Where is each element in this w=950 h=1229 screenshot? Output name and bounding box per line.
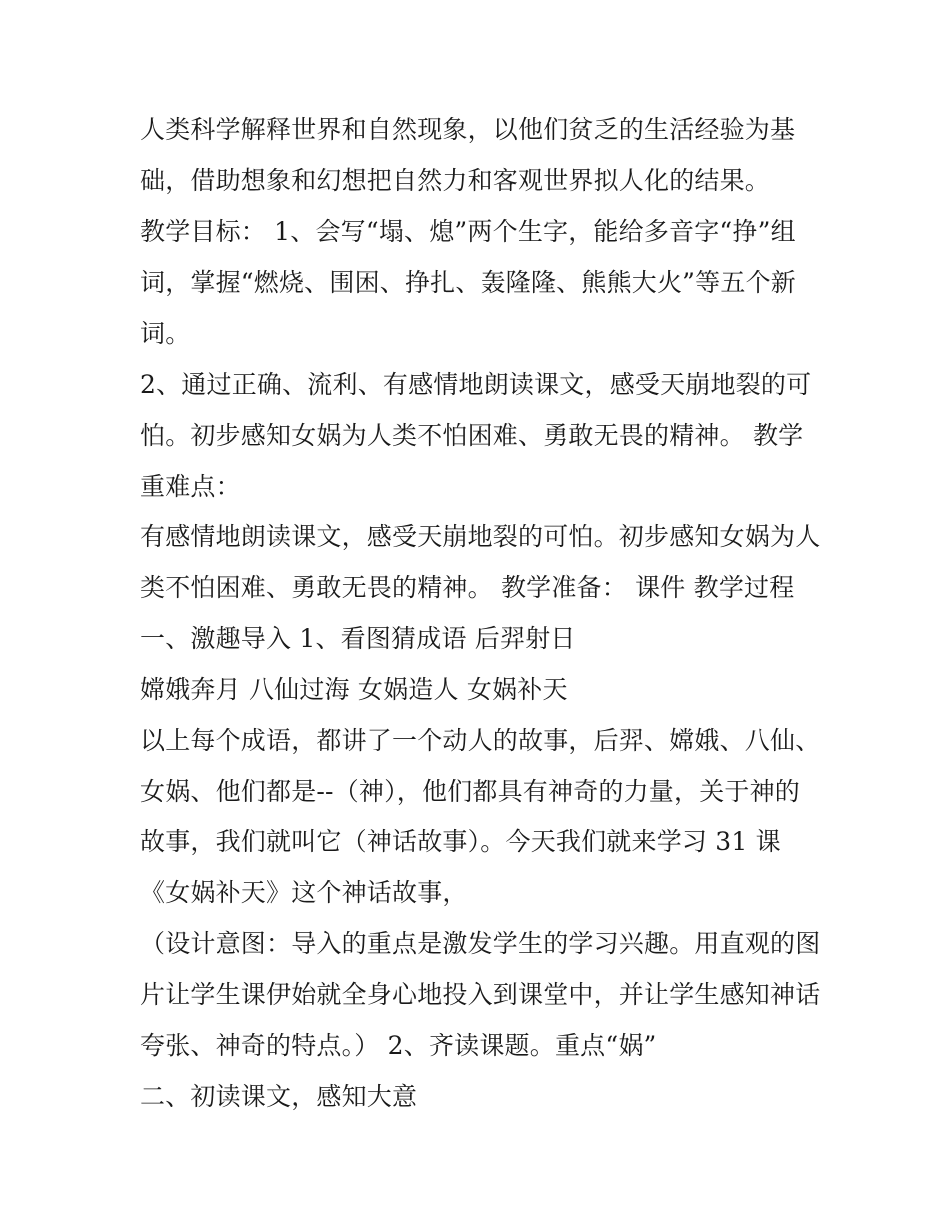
text-line: 础，借助想象和幻想把自然力和客观世界拟人化的结果。: [140, 166, 771, 195]
text-line: 嫦娥奔月 八仙过海 女娲造人 女娲补天: [140, 675, 568, 704]
text-line: 以上每个成语，都讲了一个动人的故事，后羿、嫦娥、八仙、: [140, 726, 821, 755]
text-line: 《女娲补天》这个神话故事，: [140, 878, 468, 907]
text-line: 一、激趣导入 1、看图猜成语 后羿射日: [140, 624, 576, 653]
text-line: （设计意图：导入的重点是激发学生的学习兴趣。用直观的图: [140, 929, 821, 958]
text-line: 2、通过正确、流利、有感情地朗读课文，感受天崩地裂的可: [140, 370, 812, 399]
text-line: 词，掌握“燃烧、围困、挣扎、轰隆隆、熊熊大火”等五个新: [140, 268, 796, 297]
text-line: 片让学生课伊始就全身心地投入到课堂中，并让学生感知神话: [140, 980, 821, 1009]
text-line: 词。: [140, 319, 191, 348]
text-line: 重难点：: [140, 472, 241, 501]
text-line: 怕。初步感知女娲为人类不怕困难、勇敢无畏的精神。 教学: [140, 421, 804, 450]
text-line: 有感情地朗读课文，感受天崩地裂的可怕。初步感知女娲为人: [140, 522, 821, 551]
text-line: 夸张、神奇的特点。） 2、齐读课题。重点“娲”: [140, 1031, 657, 1060]
text-line: 女娲、他们都是--（神），他们都具有神奇的力量，关于神的: [140, 777, 800, 806]
text-line: 人类科学解释世界和自然现象，以他们贫乏的生活经验为基: [140, 115, 796, 144]
text-line: 教学目标： 1、会写“塌、熄”两个生字，能给多音字“挣”组: [140, 217, 796, 246]
text-line: 类不怕困难、勇敢无畏的精神。 教学准备： 课件 教学过程: [140, 573, 795, 602]
text-line: 故事，我们就叫它（神话故事）。今天我们就来学习 31 课: [140, 827, 781, 856]
text-line: 二、初读课文，感知大意: [140, 1082, 418, 1111]
